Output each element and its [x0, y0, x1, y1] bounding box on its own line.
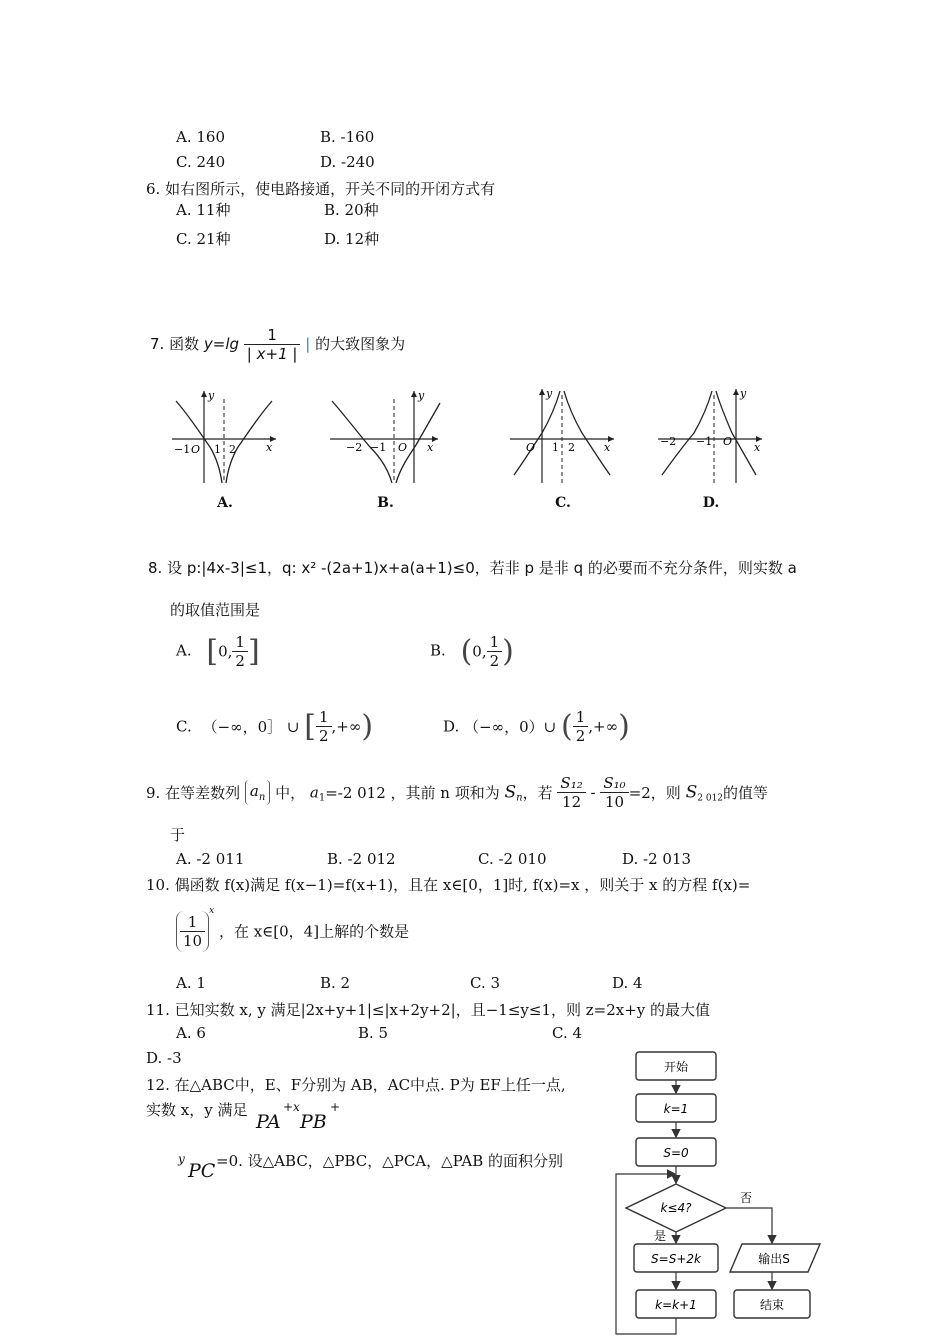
q12-vec-pa: PA [256, 1111, 281, 1133]
q8-c-den: 2 [318, 727, 329, 745]
fc-end: 结束 [759, 1298, 785, 1312]
q7-option-b: B. [377, 495, 394, 511]
q9-part2: 中， [275, 784, 306, 802]
q10-option-a: A. 1 [176, 974, 206, 992]
q5-option-a: A. 160 [176, 128, 225, 146]
graph-c-tick-1: 1 [552, 441, 559, 454]
q8-d-close: ) [618, 709, 630, 744]
q9-frac2 [600, 774, 628, 811]
q9-stem [146, 774, 768, 811]
q10-exp: x [209, 906, 215, 916]
q12-y: y [178, 1152, 185, 1166]
q7-fraction-den: | x+1 | [246, 345, 298, 363]
q7-suffix: 的大致图象为 [315, 335, 406, 353]
q7-prefix: 7. 函数 [150, 335, 200, 353]
graph-c-tick-2: 2 [568, 441, 575, 454]
q8-stem: 8. 设 p:|4x-3|≤1，q: x² -(2a+1)x+a(a+1)≤0，若非 p 是非 q 的必要而不充分条件，则实数 a [148, 559, 797, 577]
graph-a-origin: O [191, 443, 201, 456]
q5-option-b: B. -160 [320, 128, 375, 146]
q9-frac2-num: S₁₀ [600, 774, 628, 793]
graph-d-y-label: y [740, 387, 747, 400]
fc-start: 开始 [663, 1060, 689, 1074]
q11-option-a: A. 6 [176, 1024, 206, 1042]
q9-part4: ，若 [522, 784, 553, 802]
q9-seq-sub: n [258, 792, 266, 803]
q9-stem-line2: 于 [170, 826, 186, 844]
q7-abs-bar: | [305, 335, 311, 353]
q10-stem: 10. 偶函数 f(x)满足 f(x−1)=f(x+1)，且在 x∈[0，1]时, f(x)=x ，则关于 x 的方程 f(x)= [146, 876, 751, 894]
q9-minus: - [590, 783, 596, 802]
fc-cond: k≤4? [660, 1201, 692, 1215]
q11-option-c: C. 4 [552, 1024, 583, 1042]
q9-option-b: B. -2 012 [327, 850, 396, 868]
q9-s2012-sub: 2 012 [697, 793, 724, 804]
q9-option-c: C. -2 010 [478, 850, 547, 868]
q8-c-left: （−∞，0］ ∪ [202, 718, 300, 736]
graph-d-tick-neg2: −2 [660, 435, 677, 448]
q7-graph-d [656, 385, 766, 511]
q9-sequence [245, 780, 270, 805]
q5-option-c: C. 240 [176, 153, 226, 171]
q6-option-d: D. 12种 [324, 230, 380, 248]
graph-a-tick-2: 2 [229, 443, 236, 456]
graph-c-origin: O [526, 441, 536, 454]
q7-fraction-num: 1 [244, 326, 301, 345]
q9-frac1-den: 12 [562, 793, 582, 811]
fc-no: 否 [740, 1191, 753, 1205]
q7-stem [150, 326, 405, 363]
q8-b-num: 1 [487, 633, 503, 652]
fc-inc: k=k+1 [655, 1298, 697, 1312]
q8-a-den: 2 [235, 652, 245, 670]
q10-stem2: ，在 x∈[0，4]上解的个数是 [218, 922, 410, 941]
q8-b-den: 2 [489, 652, 500, 670]
q8-b-frac [487, 633, 503, 670]
q12-vec-pb: PB [300, 1111, 327, 1133]
fc-body: S=S+2k [651, 1252, 701, 1266]
q10-frac-den: 10 [183, 931, 203, 950]
graph-d-tick-neg1: −1 [696, 435, 713, 448]
q9-sn-sub: n [516, 792, 523, 804]
q8-c-frac [316, 708, 332, 745]
q8-c-label: C. [176, 717, 192, 736]
graph-b-origin: O [398, 441, 408, 454]
q7-option-c: C. [555, 495, 571, 511]
q8-a-open: [ [206, 634, 219, 669]
q8-a-frac [232, 633, 248, 670]
q7-function: y=lg [203, 335, 240, 353]
q10-frac-num: 1 [180, 913, 205, 932]
q8-d-left: （−∞，0）∪ [464, 718, 557, 736]
graph-a-tick-neg1: −1 [174, 443, 191, 456]
graph-d-origin: O [723, 435, 733, 448]
q8-c-open: [ [304, 709, 316, 744]
q8-stem-line2: 的取值范围是 [170, 601, 261, 619]
q8-option-c [176, 708, 373, 745]
flowchart [608, 1048, 836, 1344]
q8-option-a [176, 633, 260, 670]
graph-d-x-label: x [754, 441, 761, 454]
graph-a-y-label: y [208, 389, 215, 402]
q9-part3: =-2 012 ，其前 n 项和为 [325, 784, 500, 802]
q11-option-d: D. -3 [146, 1049, 182, 1067]
q12-plus-x: +x [283, 1100, 300, 1114]
q11-stem: 11. 已知实数 x, y 满足|2x+y+1|≤|x+2y+2|，且−1≤y≤1，则 z=2x+y 的最大值 [146, 1001, 711, 1019]
q11-option-b: B. 5 [358, 1024, 389, 1042]
q7-option-d: D. [702, 495, 720, 511]
q9-part1: 9. 在等差数列 [146, 784, 241, 802]
q9-option-a: A. -2 011 [176, 850, 245, 868]
q10-option-d: D. 4 [612, 974, 643, 992]
q8-c-close: ) [361, 709, 374, 744]
q8-a-num: 1 [232, 633, 248, 652]
q8-d-frac [573, 708, 589, 745]
q7-graph-a [170, 387, 280, 511]
q9-s2012: S [685, 782, 698, 803]
q8-a-label: A. [176, 641, 192, 660]
q8-option-b [430, 633, 514, 670]
q10-stem-line2 [176, 906, 409, 952]
q7-graph-c [508, 385, 618, 511]
q8-b-label: B. [430, 641, 446, 660]
fc-k1: k=1 [663, 1102, 689, 1116]
graph-b-y-label: y [418, 389, 425, 402]
q7-fraction [244, 326, 301, 363]
graph-b-tick-neg2: −2 [346, 441, 363, 454]
q8-option-d [443, 708, 630, 745]
q6-option-c: C. 21种 [176, 230, 231, 248]
q6-option-b: B. 20种 [324, 201, 379, 219]
q8-b-left: 0, [472, 642, 487, 661]
graph-a-x-label: x [266, 441, 273, 454]
q9-frac2-den: 10 [604, 793, 625, 811]
q6-stem: 6. 如右图所示，使电路接通，开关不同的开闭方式有 [146, 180, 496, 198]
q12-vec-pc: PC [188, 1160, 216, 1182]
q8-c-right: ,+∞ [331, 717, 362, 736]
q10-paren [176, 911, 209, 952]
q9-part5: =2，则 [628, 784, 681, 802]
q5-option-d: D. -240 [320, 153, 375, 171]
graph-c-x-label: x [604, 441, 611, 454]
graph-a-tick-1: 1 [214, 443, 221, 456]
q7-graph-b [328, 387, 443, 511]
q10-frac [180, 913, 205, 950]
fc-output: 输出S [758, 1252, 790, 1266]
q7-option-a: A. [217, 495, 233, 511]
q9-frac1 [557, 774, 585, 811]
q9-seq-a: a [249, 782, 259, 800]
q8-a-close: ] [247, 634, 260, 669]
q8-d-den: 2 [575, 727, 586, 745]
q8-c-num: 1 [316, 708, 332, 727]
q9-option-d: D. -2 013 [622, 850, 692, 868]
q8-d-right: ,+∞ [588, 717, 619, 736]
q9-a1-sub: 1 [318, 792, 326, 804]
q8-b-close: ) [502, 634, 514, 669]
graph-b-x-label: x [427, 441, 434, 454]
q9-frac1-num: S₁₂ [557, 774, 585, 793]
q12-line2: 实数 x，y 满足 [146, 1101, 248, 1119]
fc-yes: 是 [654, 1229, 667, 1243]
q12-line3: =0. 设△ABC，△PBC，△PCA，△PAB 的面积分别 [216, 1152, 564, 1170]
q10-option-c: C. 3 [470, 974, 501, 992]
q12-plus: + [330, 1100, 341, 1114]
q8-a-left: 0, [218, 642, 233, 661]
q9-part6: 的值等 [723, 784, 769, 802]
q9-sn: S [504, 782, 517, 803]
graph-c-y-label: y [546, 387, 553, 400]
graph-b-tick-neg1: −1 [370, 441, 387, 454]
q12-line1: 12. 在△ABC中，E、F分别为 AB，AC中点. P为 EF上任一点, [146, 1076, 566, 1094]
q6-option-a: A. 11种 [176, 201, 231, 219]
q9-a1: a [309, 783, 319, 802]
q8-d-num: 1 [573, 708, 589, 727]
q10-option-b: B. 2 [320, 974, 351, 992]
q8-d-open: ( [561, 709, 573, 744]
fc-s0: S=0 [663, 1146, 689, 1160]
q8-b-open: ( [460, 634, 473, 669]
q8-d-label: D. [443, 717, 460, 736]
